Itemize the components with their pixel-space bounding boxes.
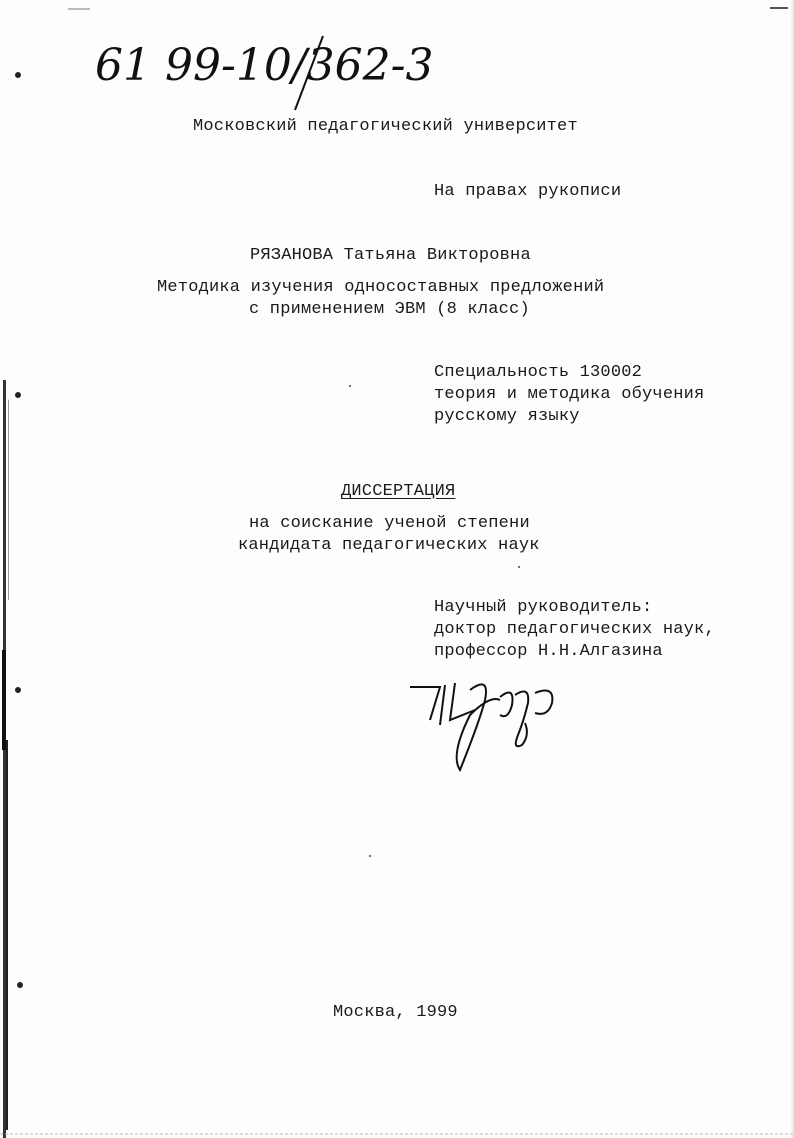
specialty-name-line-2: русскому языку (434, 407, 580, 426)
university-name: Московский педагогический университет (193, 117, 578, 136)
degree-line-1: на соискание ученой степени (249, 514, 530, 533)
specialty-code: Специальность 130002 (434, 363, 643, 382)
document-type: ДИССЕРТАЦИЯ (341, 482, 456, 501)
advisor-degree: доктор педагогических наук, (434, 620, 715, 639)
advisor-name: профессор Н.Н.Алгазина (434, 642, 663, 661)
title-line-2: с применением ЭВМ (8 класс) (249, 300, 530, 319)
svg-text:61 99-10/362-3: 61 99-10/362-3 (95, 40, 434, 91)
title-line-1: Методика изучения односоставных предложений (157, 278, 605, 297)
rights-note: На правах рукописи (434, 182, 622, 201)
specialty-name-line-1: теория и методика обучения (434, 385, 705, 404)
advisor-label: Научный руководитель: (434, 598, 653, 617)
scan-left-edge (0, 0, 30, 1138)
handwritten-signature (400, 675, 570, 775)
scan-speck (349, 385, 351, 387)
degree-line-2: кандидата педагогических наук (238, 536, 540, 555)
scan-bottom-edge (0, 1126, 794, 1138)
scan-speck (369, 855, 371, 857)
author-name: РЯЗАНОВА Татьяна Викторовна (250, 246, 531, 265)
place-and-year: Москва, 1999 (333, 1003, 458, 1022)
scan-right-edge (790, 0, 794, 1138)
handwritten-archive-number (95, 30, 515, 115)
scan-speck (518, 566, 520, 568)
scan-top-marks (60, 5, 794, 17)
